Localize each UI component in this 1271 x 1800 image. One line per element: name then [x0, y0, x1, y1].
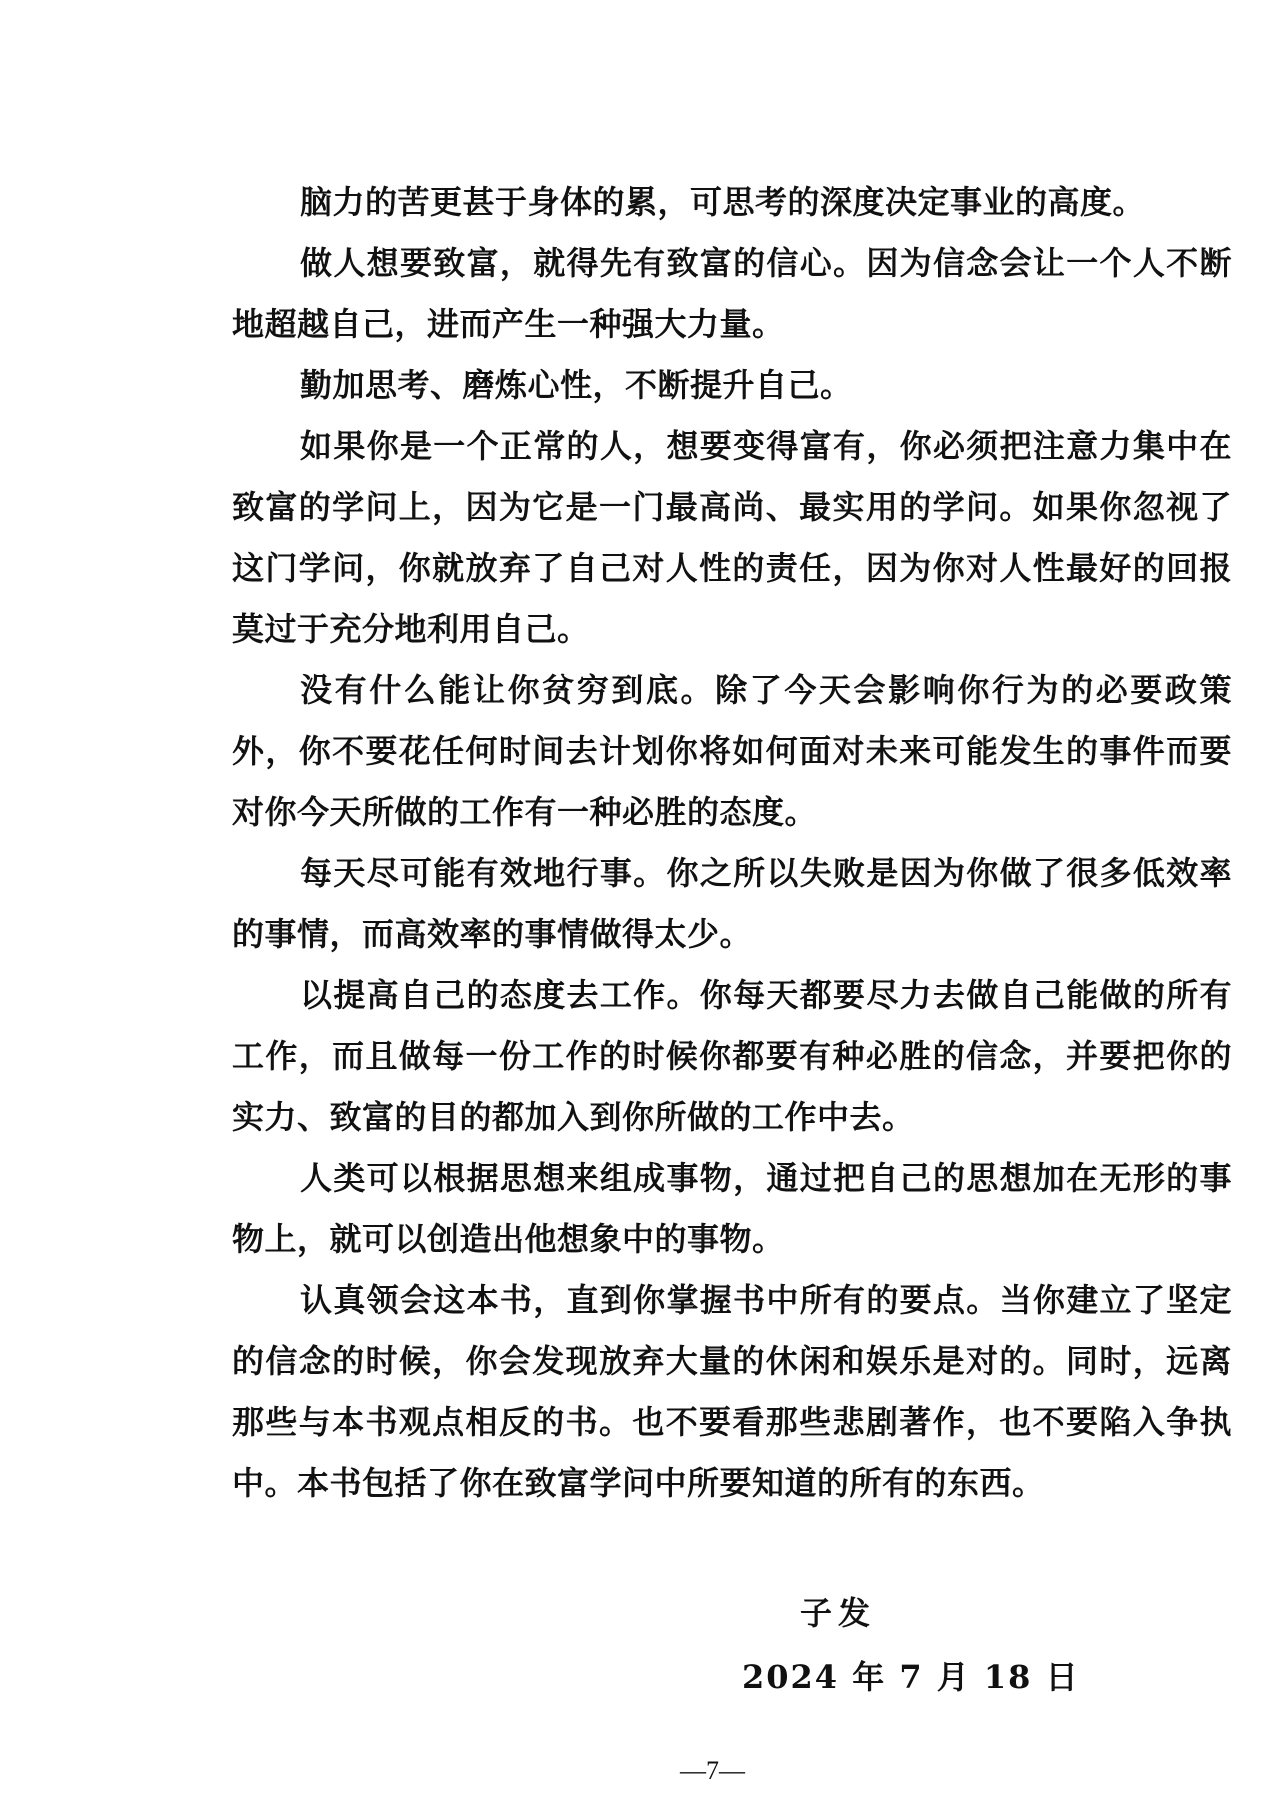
- paragraph: 做人想要致富，就得先有致富的信心。因为信念会让一个人不断地超越自己，进而产生一种强大力量。: [232, 244, 1232, 343]
- body-text: [232, 172, 1232, 1514]
- paragraph: 人类可以根据思想来组成事物，通过把自己的思想加在无形的事物上，就可以创造出他想象中的事物。: [232, 1159, 1232, 1258]
- page-number: —7—: [680, 1756, 745, 1785]
- paragraph: 认真领会这本书，直到你掌握书中所有的要点。当你建立了坚定的信念的时候，你会发现放弃大量的休闲和娱乐是对的。同时，远离那些与本书观点相反的书。也不要看那些悲剧著作，也不要陷入争执中。本书包括了你在致富学问中所要知道的所有的东西。: [232, 1281, 1232, 1502]
- paragraph: 每天尽可能有效地行事。你之所以失败是因为你做了很多低效率的事情，而高效率的事情做得太少。: [232, 854, 1232, 953]
- paragraph: 以提高自己的态度去工作。你每天都要尽力去做自己能做的所有工作，而且做每一份工作的时候你都要有种必胜的信念，并要把你的实力、致富的目的都加入到你所做的工作中去。: [232, 976, 1232, 1136]
- paragraph: 脑力的苦更甚于身体的累，可思考的深度决定事业的高度。: [300, 183, 1146, 221]
- paragraph: 没有什么能让你贫穷到底。除了今天会影响你行为的必要政策外，你不要花任何时间去计划你将如何面对未来可能发生的事件而要对你今天所做的工作有一种必胜的态度。: [232, 671, 1232, 831]
- paragraph: 如果你是一个正常的人，想要变得富有，你必须把注意力集中在致富的学问上，因为它是一门最高尚、最实用的学问。如果你忽视了这门学问，你就放弃了自己对人性的责任，因为你对人性最好的回报莫过于充分地利用自己。: [232, 427, 1232, 648]
- paragraph: 勤加思考、磨炼心性，不断提升自己。: [300, 366, 853, 404]
- signature-date: 2024 年 7 月 18 日: [742, 1658, 1080, 1696]
- author-signature: 子发: [800, 1594, 877, 1632]
